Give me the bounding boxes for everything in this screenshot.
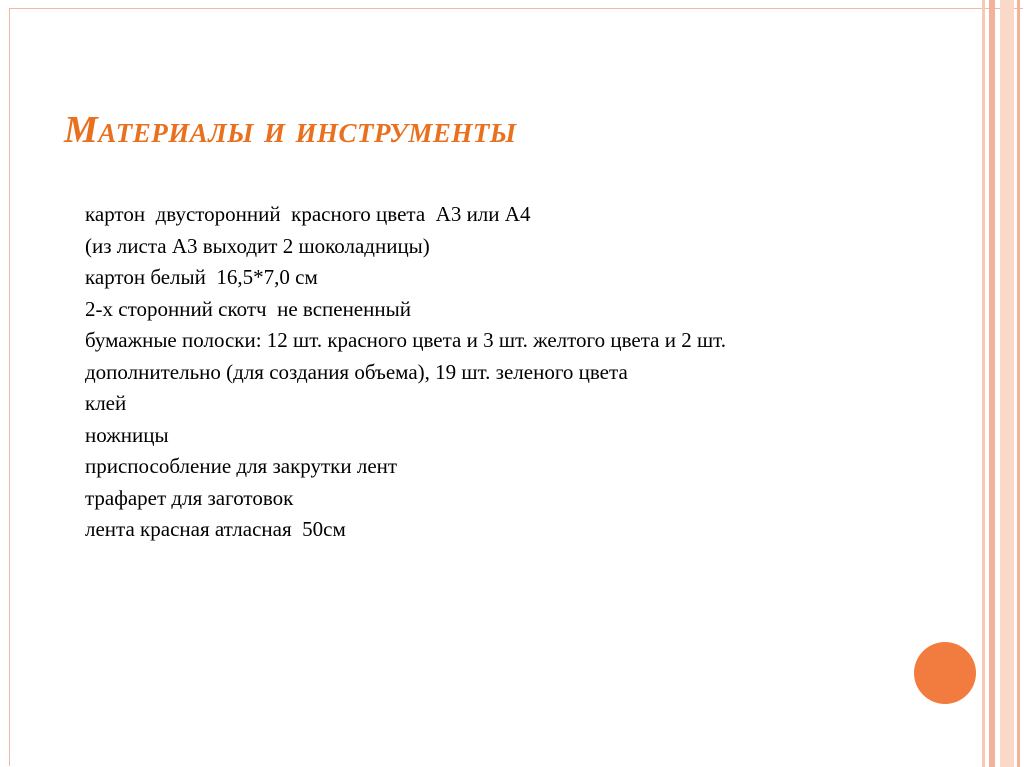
list-item: картон белый 16,5*7,0 см [85,265,318,289]
decorative-stripe [1000,0,1014,767]
list-item: трафарет для заготовок [85,485,294,510]
list-item: (из листа А3 выходит 2 шоколадницы) [85,233,430,258]
decorative-stripe [1017,0,1020,767]
list-item: 2-х сторонний скотч не вспененный [85,296,411,321]
decorative-stripe [982,0,985,767]
list-item: картон двусторонний красного цвета А3 или А4 [85,202,531,226]
decorative-stripe [989,0,995,767]
list-item: ножницы [85,422,169,447]
slide-title: Материалы и инструменты [64,109,517,151]
list-item: приспособление для закрутки лент [85,454,398,478]
list-item: клей [85,391,127,415]
list-item: лента красная атласная 50см [85,517,346,541]
list-item: бумажные полоски: 12 шт. красного цвета и 3 шт. желтого цвета и 2 шт. [85,328,727,352]
orange-circle-decoration-icon [914,642,976,704]
list-item: дополнительно (для создания объема), 19 шт. зеленого цвета [85,359,628,384]
materials-list [85,199,726,546]
